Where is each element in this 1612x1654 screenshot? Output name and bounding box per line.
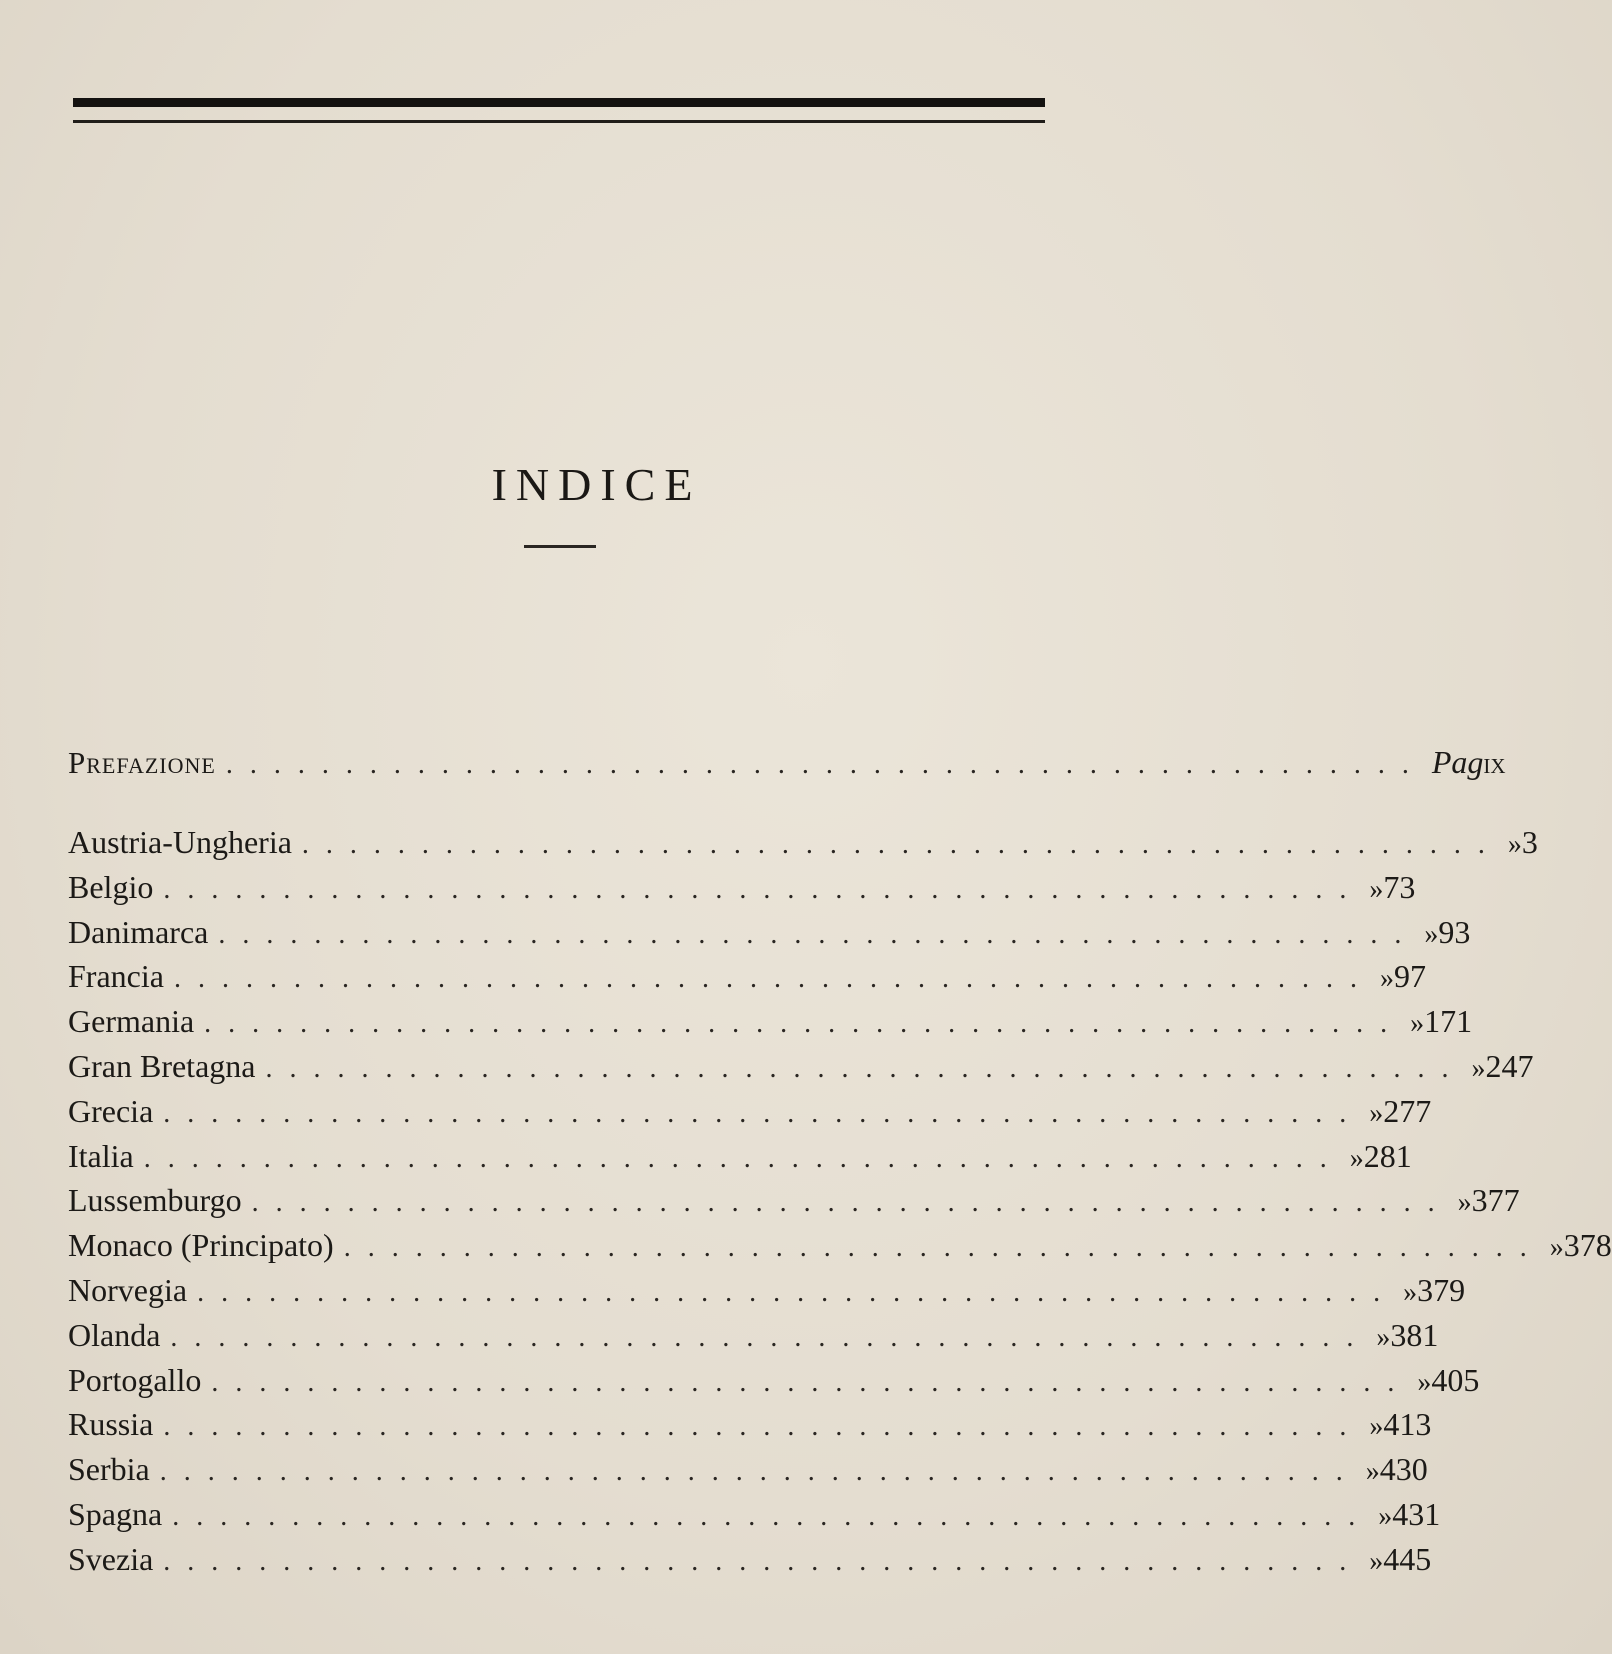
dot-leader: ..................................................: [251, 1187, 1452, 1219]
ditto-mark: »: [1471, 1052, 1486, 1084]
dot-leader: ..................................................: [265, 1052, 1466, 1084]
toc-row[interactable]: [68, 910, 1471, 955]
toc-entry-label: Francia: [68, 958, 164, 995]
dot-leader: ..................................................: [343, 1232, 1544, 1264]
ditto-mark: »: [1378, 1500, 1393, 1532]
toc-page-number: 3: [1521, 824, 1538, 860]
toc-entry-label: Gran Bretagna: [68, 1047, 256, 1084]
toc-page-number: 73: [1383, 868, 1416, 905]
toc-row[interactable]: [68, 1402, 1432, 1447]
dot-leader: ..................................................: [197, 1276, 1398, 1308]
ditto-mark: »: [1507, 829, 1522, 860]
toc-row[interactable]: [68, 1492, 1441, 1537]
dot-leader: ..................................................: [218, 918, 1419, 950]
ditto-mark: »: [1369, 1545, 1384, 1577]
toc-row-preface[interactable]: [68, 740, 1506, 820]
ditto-mark: »: [1376, 1321, 1391, 1353]
toc-page-number: 97: [1393, 958, 1426, 995]
toc-entry-label: Austria-Ungheria: [68, 824, 292, 860]
ditto-mark: »: [1369, 873, 1384, 905]
ditto-mark: »: [1457, 1187, 1472, 1219]
toc-page-number: 277: [1383, 1092, 1432, 1129]
toc-page-number: 93: [1438, 913, 1471, 950]
ditto-mark: »: [1549, 1232, 1564, 1264]
toc-page-number: 377: [1471, 1182, 1520, 1219]
toc-entry-label: Belgio: [68, 868, 154, 905]
toc-row[interactable]: [68, 1044, 1534, 1089]
toc-page-number: 171: [1424, 1003, 1473, 1040]
page-title: INDICE: [491, 459, 702, 510]
header-rule-thin: [73, 120, 1045, 123]
dot-leader: ..................................................: [170, 1321, 1371, 1353]
toc-entry-label: Olanda: [68, 1316, 161, 1353]
dot-leader: ..................................................: [143, 1142, 1344, 1174]
dot-leader: ..................................................: [163, 1097, 1364, 1129]
toc-row[interactable]: [68, 999, 1473, 1044]
toc-row[interactable]: [68, 1358, 1480, 1403]
toc-page-number: ix: [1483, 747, 1506, 780]
dot-leader: ..................................................: [225, 749, 1426, 780]
toc-entry-list: [68, 820, 1612, 1582]
toc-page-number: 431: [1392, 1495, 1441, 1532]
toc-page-number: 413: [1383, 1406, 1432, 1443]
toc-entry-label: Serbia: [68, 1451, 150, 1488]
dot-leader: ..................................................: [172, 1500, 1373, 1532]
dot-leader: ..................................................: [204, 1008, 1405, 1040]
toc-page-number: 378: [1563, 1227, 1612, 1264]
toc-row[interactable]: [68, 865, 1416, 910]
toc-row[interactable]: [68, 1537, 1432, 1582]
toc-row[interactable]: [68, 1313, 1439, 1358]
toc-entry-label: Portogallo: [68, 1361, 202, 1398]
toc-entry-label: Grecia: [68, 1092, 154, 1129]
toc-row[interactable]: [68, 1134, 1412, 1179]
ditto-mark: »: [1349, 1142, 1364, 1174]
toc-row[interactable]: [68, 820, 1538, 865]
toc-page-number: 430: [1379, 1451, 1428, 1488]
ditto-mark: »: [1369, 1097, 1384, 1129]
dot-leader: ..................................................: [159, 1456, 1360, 1488]
title-divider: [524, 545, 596, 548]
dot-leader: ..................................................: [211, 1366, 1412, 1398]
toc-entry-label: Russia: [68, 1406, 154, 1443]
toc-entry-label: Prefazione: [68, 745, 216, 780]
toc-page-number: 445: [1383, 1540, 1432, 1577]
ditto-mark: »: [1379, 963, 1394, 995]
ditto-mark: »: [1369, 1411, 1384, 1443]
toc-entry-label: Norvegia: [68, 1271, 188, 1308]
toc-page-number: 281: [1363, 1137, 1412, 1174]
toc-row[interactable]: [68, 1178, 1520, 1223]
toc-page-number: 381: [1390, 1316, 1439, 1353]
ditto-mark: »: [1410, 1008, 1425, 1040]
toc-row[interactable]: [68, 1268, 1466, 1313]
ditto-mark: »: [1424, 918, 1439, 950]
toc-entry-label: Monaco (Principato): [68, 1227, 334, 1264]
toc-page-number: 405: [1431, 1361, 1480, 1398]
toc-row[interactable]: [68, 1089, 1432, 1134]
toc-entry-label: Spagna: [68, 1495, 163, 1532]
toc-row[interactable]: [68, 1447, 1428, 1492]
dot-leader: ..................................................: [163, 1411, 1364, 1443]
page-abbrev: Pag: [1431, 744, 1484, 780]
ditto-mark: »: [1403, 1276, 1418, 1308]
dot-leader: ..................................................: [301, 829, 1502, 860]
header-rule-thick: [73, 98, 1045, 107]
toc-page-number: 379: [1417, 1271, 1466, 1308]
toc-row[interactable]: [68, 1223, 1612, 1268]
toc-entry-label: Lussemburgo: [68, 1182, 242, 1219]
toc-row[interactable]: [68, 954, 1426, 999]
toc-entry-label: Svezia: [68, 1540, 154, 1577]
ditto-mark: »: [1365, 1456, 1380, 1488]
table-of-contents: [68, 740, 1612, 1582]
dot-leader: ..................................................: [163, 1545, 1364, 1577]
dot-leader: ..................................................: [173, 963, 1374, 995]
ditto-mark: »: [1417, 1366, 1432, 1398]
toc-entry-label: Germania: [68, 1003, 195, 1040]
toc-page-number: 247: [1485, 1047, 1534, 1084]
toc-entry-label: Danimarca: [68, 913, 209, 950]
toc-entry-label: Italia: [68, 1137, 134, 1174]
dot-leader: ..................................................: [163, 873, 1364, 905]
